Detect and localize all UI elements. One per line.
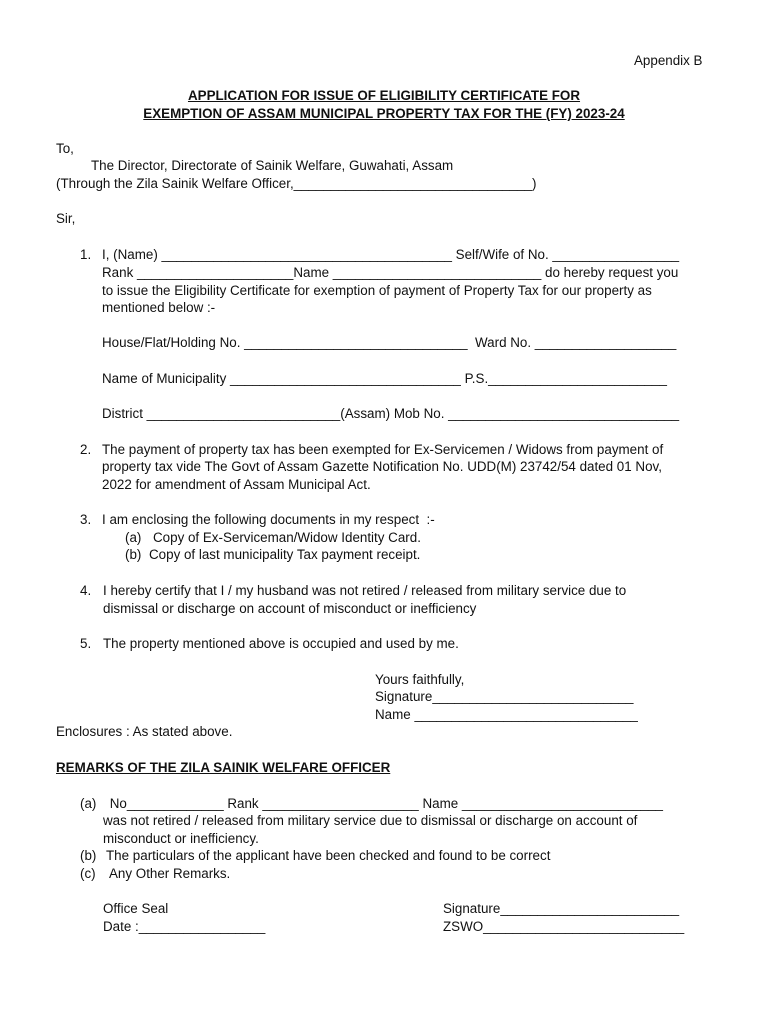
item-1-line-1: I, (Name) _______________________________________ Self/Wife of No. _________________ — [102, 247, 680, 262]
remarks-a-line-1: No_____________ Rank _____________________ Name ___________________________ — [106, 796, 663, 811]
address-director: The Director, Directorate of Sainik Welfare, Guwahati, Assam — [91, 158, 454, 173]
item-2-line-2: property tax vide The Govt of Assam Gazette Notification No. UDD(M) 23742/54 dated 01 Nov, — [102, 459, 662, 474]
date-field: Date :_________________ — [103, 919, 266, 934]
remarks-b-text: The particulars of the applicant have been checked and found to be correct — [106, 848, 551, 863]
item-5-line-1: The property mentioned above is occupied and used by me. — [103, 636, 459, 651]
item-3-number: 3. — [80, 512, 92, 527]
zswo-signature-field: Signature________________________ — [443, 901, 680, 916]
item-2-line-1: The payment of property tax has been exempted for Ex-Servicemen / Widows from payment of — [102, 442, 664, 457]
district-mob-field: District __________________________(Assam) Mob No. _______________________________ — [102, 406, 680, 421]
item-2-line-3: 2022 for amendment of Assam Municipal Act. — [102, 477, 371, 492]
municipality-ps-field: Name of Municipality _______________________________ P.S.________________________ — [102, 371, 667, 386]
house-ward-field: House/Flat/Holding No. ______________________________ Ward No. ___________________ — [102, 335, 677, 350]
item-3-sub-b-text: Copy of last municipality Tax payment receipt. — [149, 547, 421, 562]
address-to: To, — [56, 141, 74, 156]
item-3-sub-a-label: (a) — [125, 530, 142, 545]
item-3-line-1: I am enclosing the following documents in my respect :- — [102, 512, 435, 527]
item-5-number: 5. — [80, 636, 92, 651]
title-line-2: EXEMPTION OF ASSAM MUNICIPAL PROPERTY TAX FOR THE (FY) 2023-24 — [143, 106, 625, 121]
item-4-line-2: dismissal or discharge on account of misconduct or inefficiency — [103, 601, 477, 616]
item-3-sub-a-text: Copy of Ex-Serviceman/Widow Identity Card. — [153, 530, 421, 545]
salutation: Sir, — [56, 211, 76, 226]
office-seal-label: Office Seal — [103, 901, 169, 916]
title-line-1: APPLICATION FOR ISSUE OF ELIGIBILITY CERTIFICATE FOR — [187, 88, 581, 103]
item-1-line-3: to issue the Eligibility Certificate for exemption of payment of Property Tax for our property as — [102, 283, 652, 298]
remarks-c-label: (c) — [80, 866, 96, 881]
remarks-a-line-2: was not retired / released from military service due to dismissal or discharge on account of — [103, 813, 638, 828]
zswo-field: ZSWO___________________________ — [443, 919, 685, 934]
remarks-heading: REMARKS OF THE ZILA SAINIK WELFARE OFFICER — [56, 760, 391, 775]
closing-name: Name ______________________________ — [375, 707, 638, 722]
item-1-number: 1. — [80, 247, 92, 262]
remarks-a-label: (a) — [80, 796, 97, 811]
remarks-a-line-3: misconduct or inefficiency. — [103, 831, 259, 846]
item-1-line-2: Rank _____________________Name ____________________________ do hereby request you — [102, 265, 679, 280]
remarks-c-text: Any Other Remarks. — [106, 866, 231, 881]
remarks-b-label: (b) — [80, 848, 97, 863]
item-2-number: 2. — [80, 442, 92, 457]
item-4-number: 4. — [80, 583, 92, 598]
item-3-sub-b-label: (b) — [125, 547, 142, 562]
closing-signature: Signature___________________________ — [375, 689, 634, 704]
enclosures-note: Enclosures : As stated above. — [56, 724, 233, 739]
address-through: (Through the Zila Sainik Welfare Officer,________________________________) — [56, 176, 537, 191]
item-1-line-4: mentioned below :- — [102, 300, 216, 315]
closing-yours-faithfully: Yours faithfully, — [375, 672, 465, 687]
item-4-line-1: I hereby certify that I / my husband was not retired / released from military service due to — [103, 583, 627, 598]
appendix-label: Appendix B — [634, 53, 703, 68]
